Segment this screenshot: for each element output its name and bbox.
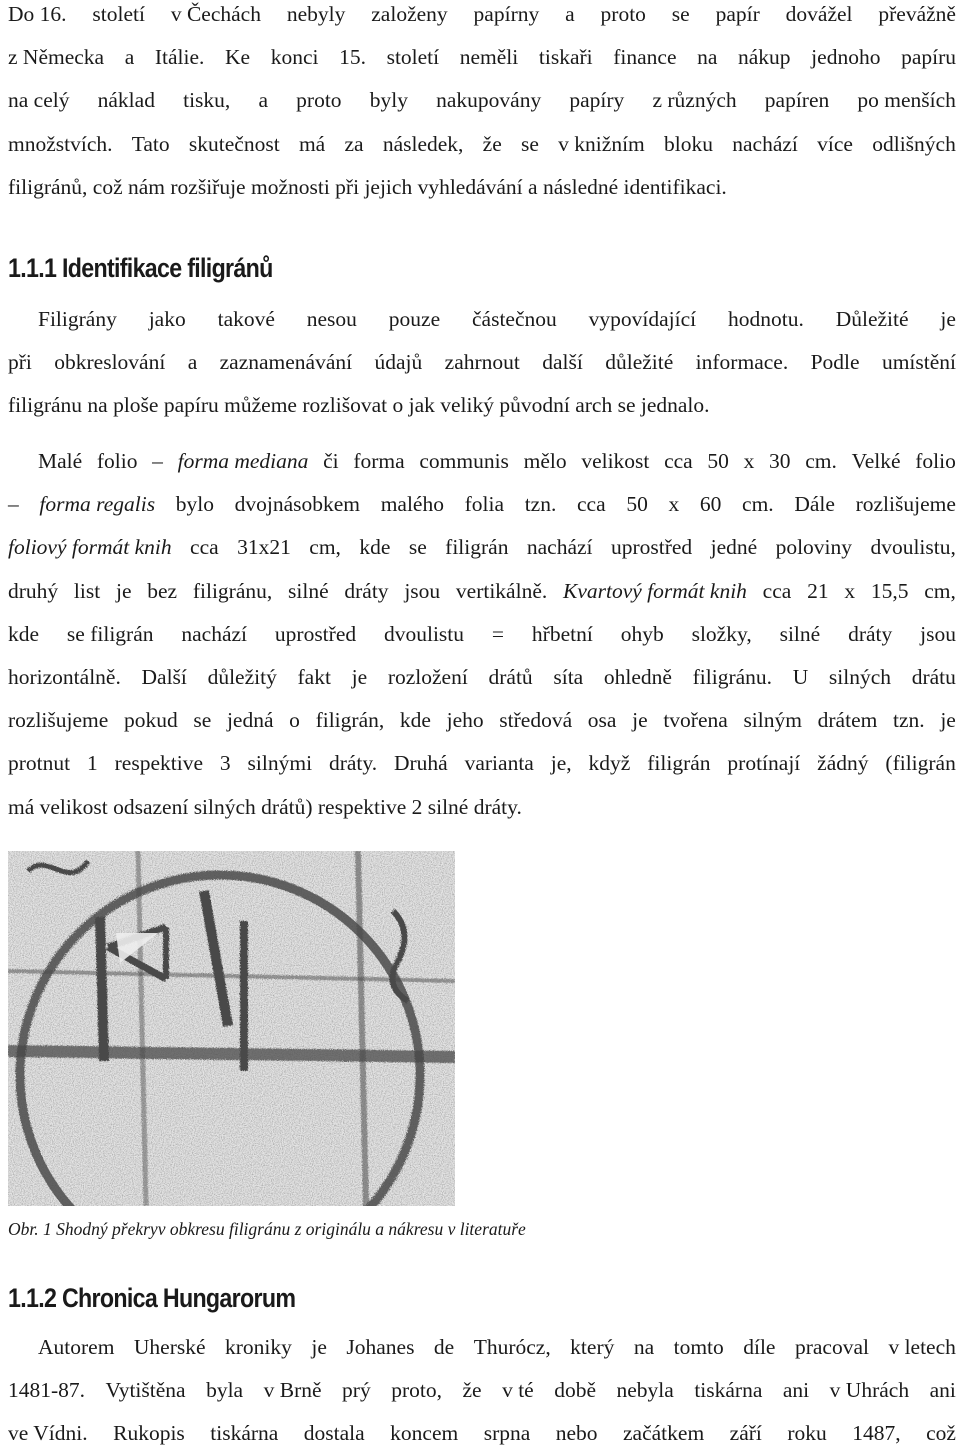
text-line: filigránu na ploše papíru můžeme rozlišovat o jak veliký původní arch se jednalo. bbox=[8, 393, 710, 418]
word: velikost bbox=[581, 449, 650, 473]
word: století bbox=[92, 2, 145, 26]
word: de bbox=[433, 1335, 455, 1359]
text-line bbox=[8, 79, 956, 122]
watermark-tracing-graphic bbox=[8, 851, 455, 1206]
word: za bbox=[344, 131, 364, 156]
word: při bbox=[8, 350, 32, 375]
word: 31x21 bbox=[237, 535, 291, 560]
word: jsou bbox=[920, 621, 956, 646]
word: století bbox=[386, 45, 440, 70]
word: filigrán bbox=[445, 535, 509, 560]
word: ani bbox=[929, 1378, 956, 1403]
word: silným bbox=[743, 708, 802, 733]
word: náklad bbox=[97, 88, 155, 113]
text-line bbox=[8, 1369, 956, 1412]
word: druhý bbox=[8, 578, 59, 603]
word: pracoval bbox=[794, 1335, 869, 1359]
word: cca bbox=[762, 578, 792, 603]
word: zahrnout bbox=[444, 350, 520, 375]
text-line bbox=[8, 483, 956, 526]
word: papírny bbox=[473, 2, 540, 26]
word: další bbox=[542, 350, 583, 375]
word: rozlišujeme bbox=[855, 492, 956, 517]
word: x bbox=[668, 492, 680, 517]
word: což bbox=[926, 1421, 956, 1446]
word: a bbox=[258, 88, 269, 113]
text-line bbox=[8, 526, 956, 569]
word: cm, bbox=[309, 535, 341, 560]
word: Důležité bbox=[835, 307, 909, 331]
word: ani bbox=[782, 1378, 810, 1403]
word: rozlišujeme bbox=[8, 708, 109, 733]
word: středová bbox=[499, 708, 573, 733]
text-line bbox=[8, 742, 956, 785]
paragraph-chronica bbox=[8, 1326, 956, 1456]
word: Rukopis bbox=[113, 1421, 185, 1446]
word: byly bbox=[369, 88, 408, 113]
word: cm. bbox=[805, 449, 837, 473]
word: takové bbox=[217, 307, 275, 331]
word: = bbox=[491, 621, 505, 646]
word: uprostřed bbox=[274, 621, 357, 646]
word: communis bbox=[419, 449, 509, 473]
word: kde bbox=[359, 535, 391, 560]
word: jeho bbox=[446, 708, 484, 733]
word: drátu bbox=[911, 664, 956, 689]
word: jednoho bbox=[811, 45, 881, 70]
word: se bbox=[671, 2, 690, 26]
word: tzn. bbox=[524, 492, 557, 517]
word: na bbox=[697, 45, 718, 70]
paragraph-identification bbox=[8, 298, 956, 428]
text-line bbox=[8, 699, 956, 742]
word: dráty. bbox=[328, 751, 378, 776]
word: skutečnost bbox=[188, 131, 280, 156]
text-line bbox=[8, 1412, 956, 1455]
word: (filigrán bbox=[885, 751, 956, 776]
word: 1 bbox=[87, 751, 98, 776]
word: 1481-87. bbox=[8, 1378, 86, 1403]
word: dvojnásobkem bbox=[234, 492, 361, 517]
word: tisku, bbox=[183, 88, 231, 113]
word: po menších bbox=[857, 88, 956, 113]
word: papír bbox=[715, 2, 760, 26]
word: nebyly bbox=[286, 2, 346, 26]
word: složky, bbox=[691, 621, 752, 646]
word: 60 bbox=[699, 492, 722, 517]
word: papíren bbox=[764, 88, 830, 113]
word: prý bbox=[342, 1378, 371, 1403]
word: 30 bbox=[769, 449, 791, 473]
word: filigránu, bbox=[192, 578, 273, 603]
watermark-figure-image bbox=[8, 851, 455, 1206]
word: zaznamenávání bbox=[219, 350, 353, 375]
word: kde bbox=[399, 708, 431, 733]
word: roku bbox=[787, 1421, 827, 1446]
word: je, bbox=[550, 751, 572, 776]
word: díle bbox=[743, 1335, 776, 1359]
word: jako bbox=[148, 307, 186, 331]
word: je bbox=[632, 708, 648, 733]
word: v Uhrách bbox=[829, 1378, 910, 1403]
word: z různých bbox=[652, 88, 737, 113]
word: 15,5 bbox=[870, 578, 909, 603]
word: Podle bbox=[810, 350, 860, 375]
word: cm. bbox=[742, 492, 774, 517]
word: – bbox=[8, 492, 19, 517]
word: nebo bbox=[555, 1421, 598, 1446]
word: je bbox=[311, 1335, 327, 1359]
word: bloku bbox=[664, 131, 713, 156]
word: nakupovány bbox=[436, 88, 542, 113]
word: hřbetní bbox=[531, 621, 593, 646]
word: ohledně bbox=[603, 664, 672, 689]
word: vertikálně. bbox=[455, 578, 548, 603]
word: má bbox=[298, 131, 326, 156]
word: se bbox=[408, 535, 427, 560]
word: konci bbox=[270, 45, 319, 70]
word: dovážel bbox=[785, 2, 853, 26]
word: malého bbox=[380, 492, 444, 517]
word: v Čechách bbox=[170, 2, 261, 26]
word: je bbox=[940, 708, 956, 733]
word: papíry bbox=[569, 88, 625, 113]
word: tiskaři bbox=[538, 45, 593, 70]
word: Druhá bbox=[393, 751, 448, 776]
word: list bbox=[73, 578, 101, 603]
word: cm, bbox=[924, 578, 956, 603]
word: 3 bbox=[219, 751, 231, 776]
word: nesou bbox=[306, 307, 357, 331]
word: Thurócz, bbox=[473, 1335, 551, 1359]
word: kde bbox=[8, 621, 40, 646]
word: v té bbox=[502, 1378, 534, 1403]
word: když bbox=[588, 751, 631, 776]
word: v Brně bbox=[263, 1378, 322, 1403]
word: pokud bbox=[123, 708, 178, 733]
word: se bbox=[521, 131, 539, 156]
word: tiskárna bbox=[694, 1378, 763, 1403]
word: silné bbox=[779, 621, 821, 646]
word: žádný bbox=[817, 751, 869, 776]
word: že bbox=[482, 131, 502, 156]
word: papíru bbox=[901, 45, 956, 70]
word: Další bbox=[141, 664, 187, 689]
word: rozložení bbox=[387, 664, 468, 689]
word: Malé bbox=[38, 449, 83, 473]
word: se filigrán bbox=[66, 621, 154, 646]
word: poloviny bbox=[775, 535, 853, 560]
word: kroniky bbox=[225, 1335, 292, 1359]
word: Vytištěna bbox=[105, 1378, 186, 1403]
word: – bbox=[152, 449, 163, 473]
word: bez bbox=[147, 578, 178, 603]
word: cca bbox=[577, 492, 606, 517]
word: mělo bbox=[523, 449, 567, 473]
word: folia bbox=[464, 492, 505, 517]
word: dostala bbox=[303, 1421, 365, 1446]
text-line bbox=[8, 298, 956, 341]
paragraph-intro bbox=[8, 0, 956, 209]
word: založeny bbox=[371, 2, 448, 26]
word: síta bbox=[553, 664, 584, 689]
word: 1487, bbox=[852, 1421, 901, 1446]
word: Tato bbox=[131, 131, 170, 156]
word: dvoulistu bbox=[383, 621, 465, 646]
word: době bbox=[554, 1378, 597, 1403]
word: proto bbox=[600, 2, 646, 26]
word: na celý bbox=[8, 88, 70, 113]
text-line bbox=[8, 341, 956, 384]
word: dráty bbox=[344, 578, 389, 603]
word: nákup bbox=[738, 45, 791, 70]
word: uprostřed bbox=[610, 535, 693, 560]
word: tiskárna bbox=[210, 1421, 279, 1446]
word: 15. bbox=[339, 45, 366, 70]
word: množstvích. bbox=[8, 131, 113, 156]
word: nebyla bbox=[616, 1378, 674, 1403]
paragraph-formats bbox=[8, 440, 956, 829]
word: proto bbox=[296, 88, 342, 113]
word: horizontálně. bbox=[8, 664, 121, 689]
text-line bbox=[8, 613, 956, 656]
text-line bbox=[8, 123, 956, 166]
word: Do 16. bbox=[8, 2, 67, 26]
word: cca bbox=[190, 535, 219, 560]
word: varianta bbox=[464, 751, 534, 776]
text-line bbox=[8, 440, 956, 483]
word: více bbox=[817, 131, 853, 156]
word: tzn. bbox=[893, 708, 925, 733]
word: nachází bbox=[732, 131, 798, 156]
word: jedná bbox=[226, 708, 274, 733]
word: drátů bbox=[488, 664, 533, 689]
word: osa bbox=[587, 708, 617, 733]
word: hodnotu. bbox=[727, 307, 804, 331]
word: v knižním bbox=[558, 131, 645, 156]
word: filigrán bbox=[647, 751, 711, 776]
section-heading-identifikace: 1.1.1 Identifikace filigránů bbox=[8, 253, 273, 283]
word: forma bbox=[353, 449, 405, 473]
figure-caption: Obr. 1 Shodný překryv obkresu filigránu z originálu a nákresu v literatuře bbox=[8, 1219, 526, 1239]
word: údajů bbox=[374, 350, 423, 375]
word: začátkem bbox=[623, 1421, 705, 1446]
word: ve Vídni. bbox=[8, 1421, 88, 1446]
word: dvoulistu, bbox=[870, 535, 956, 560]
text-line: má velikost odsazení silných drátů) respektive 2 silné dráty. bbox=[8, 794, 522, 819]
word: tomto bbox=[673, 1335, 724, 1359]
word: že bbox=[462, 1378, 482, 1403]
section-heading-chronica: 1.1.2 Chronica Hungarorum bbox=[8, 1283, 296, 1313]
word: a bbox=[565, 2, 575, 26]
word: tvořena bbox=[663, 708, 728, 733]
word: který bbox=[570, 1335, 615, 1359]
text-line bbox=[8, 570, 956, 613]
word: vypovídající bbox=[588, 307, 697, 331]
word: fakt bbox=[297, 664, 331, 689]
word: silnými bbox=[247, 751, 313, 776]
word: folio bbox=[915, 449, 956, 473]
word: protnut bbox=[8, 751, 71, 776]
word: důležité bbox=[605, 350, 674, 375]
text-line bbox=[8, 0, 956, 36]
word: Itálie. bbox=[154, 45, 205, 70]
word: bylo bbox=[175, 492, 214, 517]
word: 50 bbox=[626, 492, 648, 517]
word: částečnou bbox=[472, 307, 557, 331]
word: 21 bbox=[807, 578, 829, 603]
word: Kvartový formát knih bbox=[563, 578, 747, 603]
text-line bbox=[8, 1326, 956, 1369]
word: proto, bbox=[391, 1378, 442, 1403]
word: ohyb bbox=[620, 621, 664, 646]
word: o bbox=[289, 708, 300, 733]
word: Ke bbox=[225, 45, 251, 70]
word: Velké bbox=[851, 449, 901, 473]
word: folio bbox=[96, 449, 138, 473]
word: forma regalis bbox=[39, 492, 156, 517]
word: koncem bbox=[390, 1421, 459, 1446]
word: x bbox=[743, 449, 755, 473]
word: filigrán, bbox=[315, 708, 385, 733]
word: drátem bbox=[817, 708, 878, 733]
word: je bbox=[351, 664, 368, 689]
word: informace. bbox=[695, 350, 789, 375]
word: Autorem bbox=[38, 1335, 115, 1359]
word: finance bbox=[613, 45, 677, 70]
word: jsou bbox=[404, 578, 441, 603]
word: U bbox=[792, 664, 809, 689]
word: Filigrány bbox=[38, 307, 117, 331]
word: pouze bbox=[388, 307, 441, 331]
word: Uherské bbox=[133, 1335, 206, 1359]
word: 50 bbox=[707, 449, 729, 473]
word: na bbox=[633, 1335, 655, 1359]
word: nachází bbox=[526, 535, 593, 560]
word: obkreslování bbox=[54, 350, 166, 375]
word: převážně bbox=[878, 2, 956, 26]
word: silných bbox=[828, 664, 892, 689]
word: je bbox=[940, 307, 956, 331]
word: a bbox=[187, 350, 198, 375]
text-line bbox=[8, 656, 956, 699]
word: protínají bbox=[727, 751, 801, 776]
word: odlišných bbox=[872, 131, 956, 156]
word: respektive bbox=[114, 751, 203, 776]
word: následek, bbox=[382, 131, 464, 156]
word: jedné bbox=[710, 535, 758, 560]
word: silné bbox=[288, 578, 329, 603]
word: a bbox=[124, 45, 135, 70]
word: cca bbox=[664, 449, 693, 473]
word: v letech bbox=[888, 1335, 956, 1359]
word: důležitý bbox=[207, 664, 277, 689]
word: Johanes bbox=[346, 1335, 415, 1359]
word: x bbox=[844, 578, 856, 603]
word: září bbox=[729, 1421, 762, 1446]
word: umístění bbox=[881, 350, 956, 375]
word: filigránu. bbox=[692, 664, 773, 689]
word: či bbox=[323, 449, 339, 473]
word: z Německa bbox=[8, 45, 105, 70]
word: je bbox=[115, 578, 132, 603]
text-line bbox=[8, 36, 956, 79]
word: nachází bbox=[181, 621, 248, 646]
word: forma mediana bbox=[177, 449, 309, 473]
text-line: filigránů, což nám rozšiřuje možnosti při jejich vyhledávání a následné identifikaci. bbox=[8, 174, 727, 199]
word: Dále bbox=[794, 492, 835, 517]
word: foliový formát knih bbox=[8, 535, 172, 560]
word: dráty bbox=[848, 621, 893, 646]
word: neměli bbox=[459, 45, 519, 70]
word: se bbox=[193, 708, 212, 733]
word: byla bbox=[206, 1378, 244, 1403]
word: srpna bbox=[483, 1421, 531, 1446]
